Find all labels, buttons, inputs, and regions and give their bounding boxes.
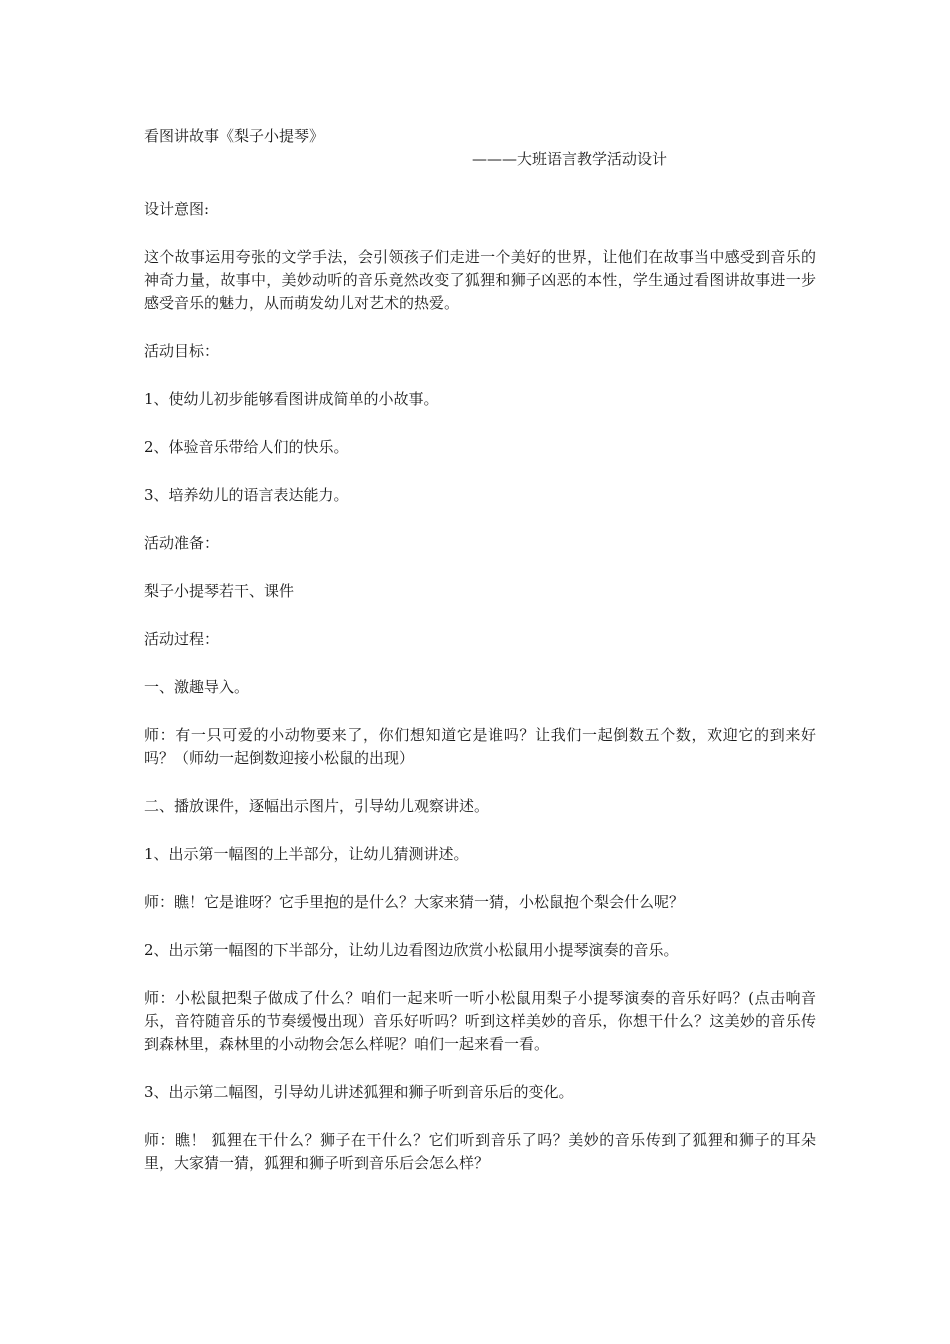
paragraph-preparation: 梨子小提琴若干、课件 — [144, 582, 295, 600]
goal-item-2: 2、体验音乐带给人们的快乐。 — [144, 438, 349, 456]
process-step-1: 一、激趣导入。 — [144, 678, 250, 696]
heading-activity-goals: 活动目标： — [144, 342, 220, 360]
document-subtitle: ———大班语言教学活动设计 — [472, 150, 668, 168]
heading-design-intent: 设计意图: — [144, 200, 210, 218]
document-title: 看图讲故事《梨子小提琴》 — [144, 127, 325, 145]
process-substep-1: 1、出示第一幅图的上半部分，让幼儿猜测讲述。 — [144, 845, 469, 863]
heading-activity-preparation: 活动准备： — [144, 534, 220, 552]
teacher-dialogue-1: 师：有一只可爱的小动物要来了，你们想知道它是谁吗？让我们一起倒数五个数，欢迎它的到来好吗？（师幼一起倒数迎接小松鼠的出现） — [144, 726, 816, 767]
process-substep-2: 2、出示第一幅图的下半部分，让幼儿边看图边欣赏小松鼠用小提琴演奏的音乐。 — [144, 941, 679, 959]
goal-item-3: 3、培养幼儿的语言表达能力。 — [144, 486, 349, 504]
teacher-dialogue-4: 师：瞧！ 狐狸在干什么？狮子在干什么？它们听到音乐了吗？美妙的音乐传到了狐狸和狮子的耳朵里，大家猜一猜，狐狸和狮子听到音乐后会怎么样？ — [144, 1131, 816, 1172]
process-substep-3: 3、出示第二幅图，引导幼儿讲述狐狸和狮子听到音乐后的变化。 — [144, 1083, 574, 1101]
goal-item-1: 1、使幼儿初步能够看图讲成简单的小故事。 — [144, 390, 439, 408]
process-step-2: 二、播放课件，逐幅出示图片，引导幼儿观察讲述。 — [144, 797, 490, 815]
paragraph-design-intent: 这个故事运用夸张的文学手法，会引领孩子们走进一个美好的世界，让他们在故事当中感受到音乐的神奇力量，故事中，美妙动听的音乐竟然改变了狐狸和狮子凶恶的本性，学生通过看图讲故事进一步感受音乐的魅力，从而萌发幼儿对艺术的热爱。 — [144, 248, 816, 312]
teacher-dialogue-3: 师：小松鼠把梨子做成了什么？咱们一起来听一听小松鼠用梨子小提琴演奏的音乐好吗？(点击响音乐，音符随音乐的节奏缓慢出现）音乐好听吗？听到这样美妙的音乐，你想干什么？这美妙的音乐传到森林里，森林里的小动物会怎么样呢？咱们一起来看一看。 — [144, 989, 816, 1053]
teacher-dialogue-2: 师：瞧！它是谁呀？它手里抱的是什么？大家来猜一猜，小松鼠抱个梨会什么呢？ — [144, 893, 685, 911]
document-body — [144, 125, 816, 1175]
heading-activity-process: 活动过程： — [144, 630, 220, 648]
